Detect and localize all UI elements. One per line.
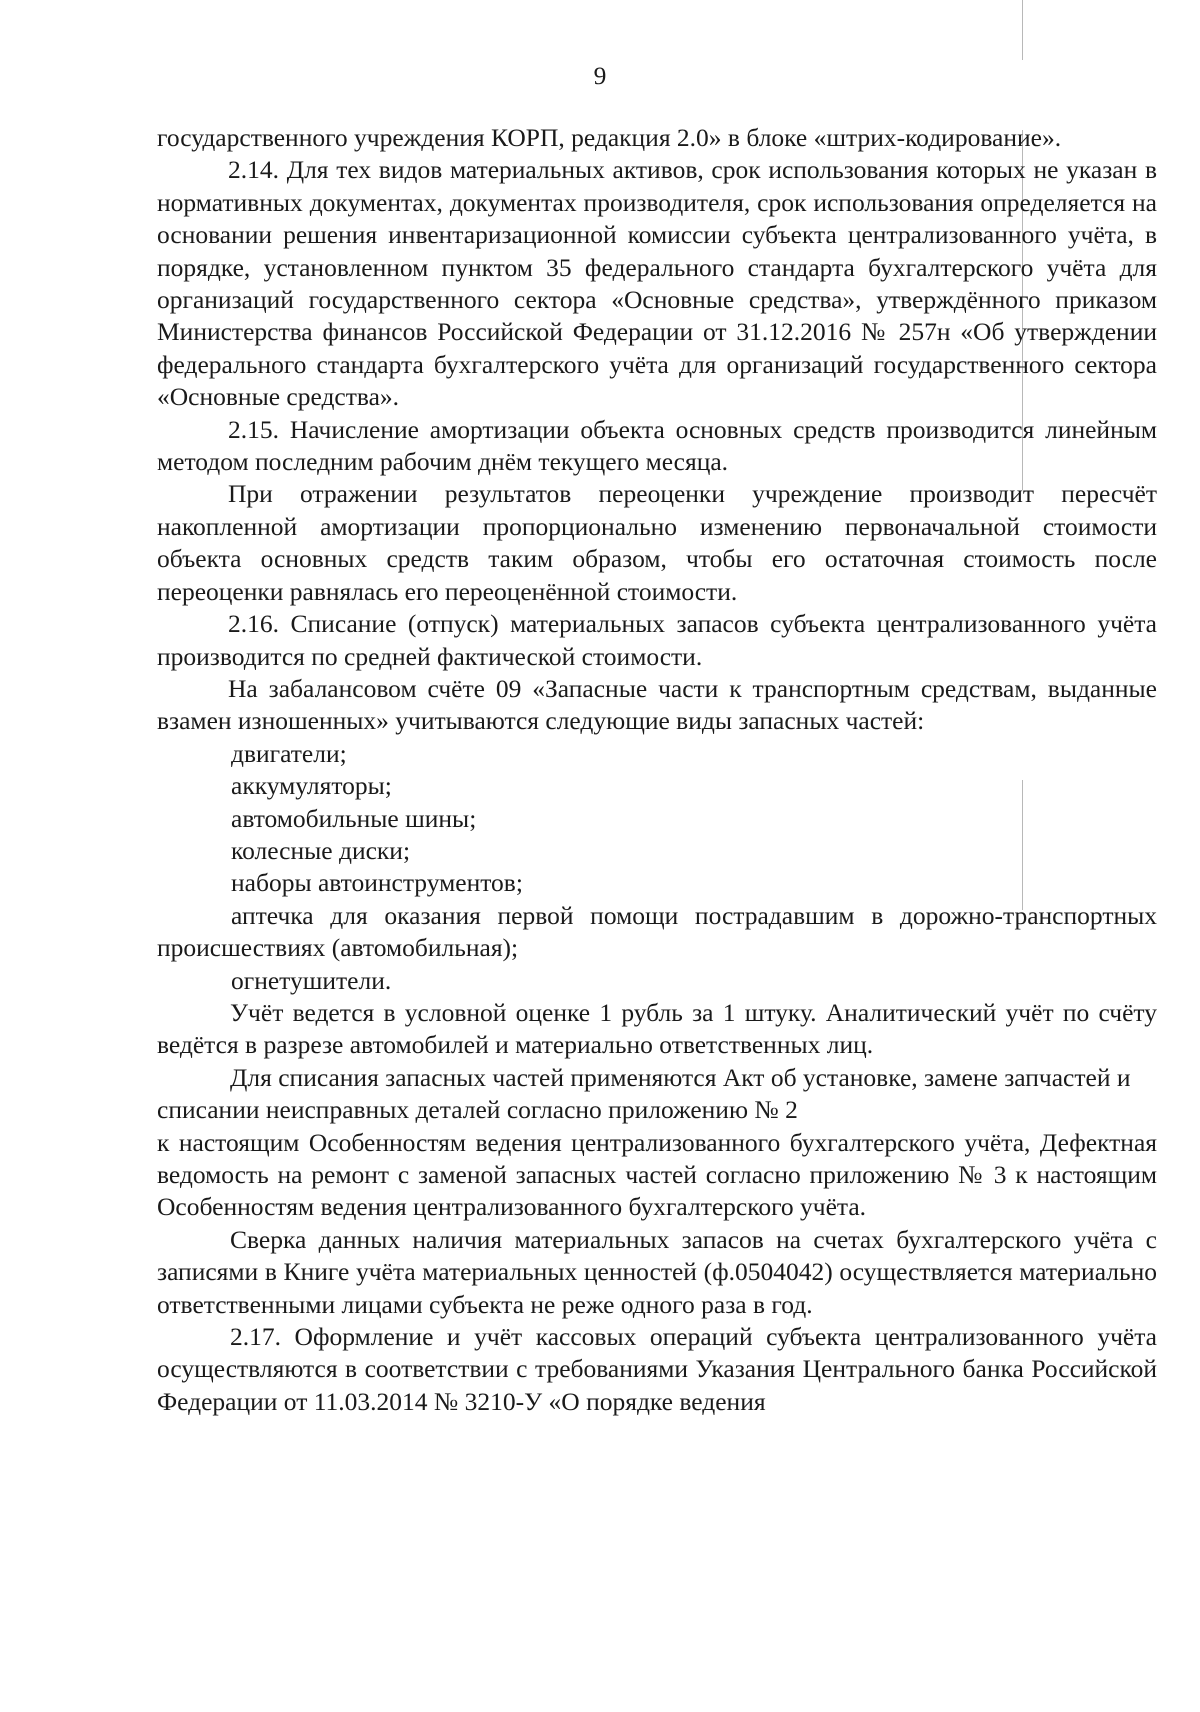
list-item: автомобильные шины; xyxy=(231,803,477,833)
list-item: огнетушители. xyxy=(231,965,392,995)
paragraph-revaluation: При отражении результатов переоценки учреждение производит пересчёт накопленной амортизации пропорционально изменению первоначальной стоимости объекта основных средств таким образом, чтобы его остаточная стоимость после переоценки равнялась его переоценённой стоимости. xyxy=(157,479,1157,606)
list-item: аккумуляторы; xyxy=(231,771,392,801)
paragraph-reconciliation: Сверка данных наличия материальных запасов на счетах бухгалтерского учёта с записями в Книге учёта материальных ценностей (ф.0504042) осуществляется материально ответственными лицами субъекта не реже одного раза в год. xyxy=(157,1224,1157,1319)
paragraph-writeoff-documents-cont: к настоящим Особенностям ведения централизованного бухгалтерского учёта, Дефектная ведомость на ремонт с заменой запасных частей согласно приложению № 3 к настоящим Особенностям ведения централизованного бухгалтерского учёта. xyxy=(157,1127,1157,1222)
list-item: аптечка для оказания первой помощи пострадавшим в дорожно-транспортных происшествиях (автомобильная); xyxy=(157,900,1157,963)
paragraph-2-15: 2.15. Начисление амортизации объекта основных средств производится линейным методом последним рабочим днём текущего месяца. xyxy=(157,414,1157,477)
paragraph-offbalance-09: На забалансовом счёте 09 «Запасные части к транспортным средствам, выданные взамен изношенных» учитываются следующие виды запасных частей: xyxy=(157,673,1157,736)
paragraph-2-17: 2.17. Оформление и учёт кассовых операций субъекта централизованного учёта осуществляются в соответствии с требованиями Указания Центрального банка Российской Федерации от 11.03.2014 № 3210-У «О порядке ведения xyxy=(157,1322,1157,1416)
paragraph-writeoff-documents: Для списания запасных частей применяются Акт об установке, замене запчастей и списании неисправных деталей согласно приложению № 2 xyxy=(157,1062,1131,1125)
paragraph-conditional-valuation: Учёт ведется в условной оценке 1 рубль за 1 штуку. Аналитический учёт по счёту ведётся в разрезе автомобилей и материально ответственных лиц. xyxy=(157,997,1157,1060)
paragraph-2-14: 2.14. Для тех видов материальных активов, срок использования которых не указан в нормативных документах, документах производителя, срок использования определяется на основании решения инвентаризационной комиссии субъекта централизованного учёта, в порядке, установленном пунктом 35 федерального стандарта бухгалтерского учёта для организаций государственного сектора «Основные средства», утверждённого приказом Министерства финансов Российской Федерации от 31.12.2016 № 257н «Об утверждении федерального стандарта бухгалтерского учёта для организаций государственного сектора «Основные средства». xyxy=(157,155,1157,412)
scan-artifact-line xyxy=(1022,0,1023,60)
page-number: 9 xyxy=(593,61,607,90)
list-item: колесные диски; xyxy=(231,835,411,865)
list-item: двигатели; xyxy=(231,738,347,768)
document-body xyxy=(157,122,1157,1418)
paragraph-2-16: 2.16. Списание (отпуск) материальных запасов субъекта централизованного учёта производится по средней фактической стоимости. xyxy=(157,609,1157,671)
list-item: наборы автоинструментов; xyxy=(231,868,523,898)
paragraph-continuation: государственного учреждения КОРП, редакция 2.0» в блоке «штрих-кодирование». xyxy=(157,123,1062,152)
